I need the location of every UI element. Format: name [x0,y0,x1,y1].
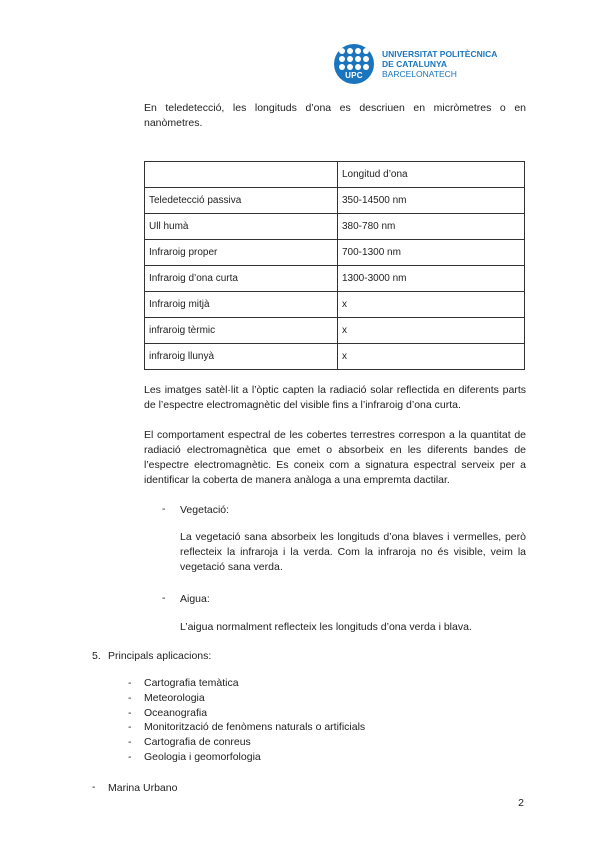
vegetation-label: Vegetació: [180,504,230,516]
satellite-paragraph: Les imatges satèl·lit a l’òptic capten la radiació solar reflectida en diferents parts de l’espectre electromagnètic del visible fins a l’infraroig d’ona curta. [144,384,526,411]
section-title: Principals aplicacions: [108,650,212,662]
table-header-row [145,162,525,188]
table-cell: Ull humà [145,214,338,240]
table-cell: Infraroig d’ona curta [145,266,338,292]
list-item: - Cartografia de conreus [128,736,251,749]
table-header-cell [145,162,338,188]
vegetation-text: La vegetació sana absorbeix les longituds d’ona blaves i vermelles, però reflecteix la infraroja i la verda. Com la infraroja no és visible, veim la vegetació sana verda. [180,531,526,573]
table-cell: x [338,318,525,344]
water-label: Aigua: [180,593,210,605]
list-item: - Meteorologia [128,691,205,704]
table-cell: 380-780 nm [338,214,525,240]
list-item: - Oceanografia [128,706,208,719]
table-cell: x [338,292,525,318]
table-row [145,240,525,266]
list-item: - Monitorització de fenòmens naturals o artificials [128,721,366,734]
table-cell: 350-14500 nm [338,188,525,214]
logo-line-2: DE CATALUNYA [382,59,448,69]
table-cell: 700-1300 nm [338,240,525,266]
table-row [145,344,525,370]
table-cell: infraroig tèrmic [145,318,338,344]
bullet-dash: - [162,592,166,604]
intro-paragraph: En teledetecció, les longituds d’ona es descriuen en micròmetres o en nanòmetres. [144,102,526,129]
section-number: 5. [92,650,101,662]
logo-mark-text: UPC [345,71,363,80]
bullet-dash: - [162,503,166,515]
logo-line-3: BARCELONATECH [382,69,457,79]
list-item: - Cartografia temàtica [128,677,239,689]
table-row [145,292,525,318]
table-cell: Infraroig proper [145,240,338,266]
table-cell: Infraroig mitjà [145,292,338,318]
author-name: Marina Urbano [108,782,178,794]
university-logo [334,44,497,84]
table-row [145,214,525,240]
page-number: 2 [518,797,524,809]
table-row [145,318,525,344]
logo-line-1: UNIVERSITAT POLITÈCNICA [382,49,498,59]
table-cell: Teledetecció passiva [145,188,338,214]
list-item: - Geologia i geomorfologia [128,750,261,763]
spectral-paragraph: El comportament espectral de les cobertes terrestres correspon a la quantitat de radiació electromagnètica que emet o absorbeix en les diferents bandes de l’espectre electromagnètic. Es coneix com a signatura espectral serveix per a identificar la coberta de manera anàloga a una empremta dactilar. [144,429,526,486]
upc-logo-icon [334,44,374,84]
author-dash: - [92,781,96,793]
table-header-cell: Longitud d’ona [338,162,525,188]
applications-list [128,676,365,765]
logo-text [382,49,497,79]
table-cell: 1300-3000 nm [338,266,525,292]
water-text: L’aigua normalment reflecteix les longituds d’ona verda i blava. [180,621,472,633]
table-cell: infraroig llunyà [145,344,338,370]
table-row [145,188,525,214]
wavelength-table [144,161,525,370]
table-row [145,266,525,292]
table-cell: x [338,344,525,370]
